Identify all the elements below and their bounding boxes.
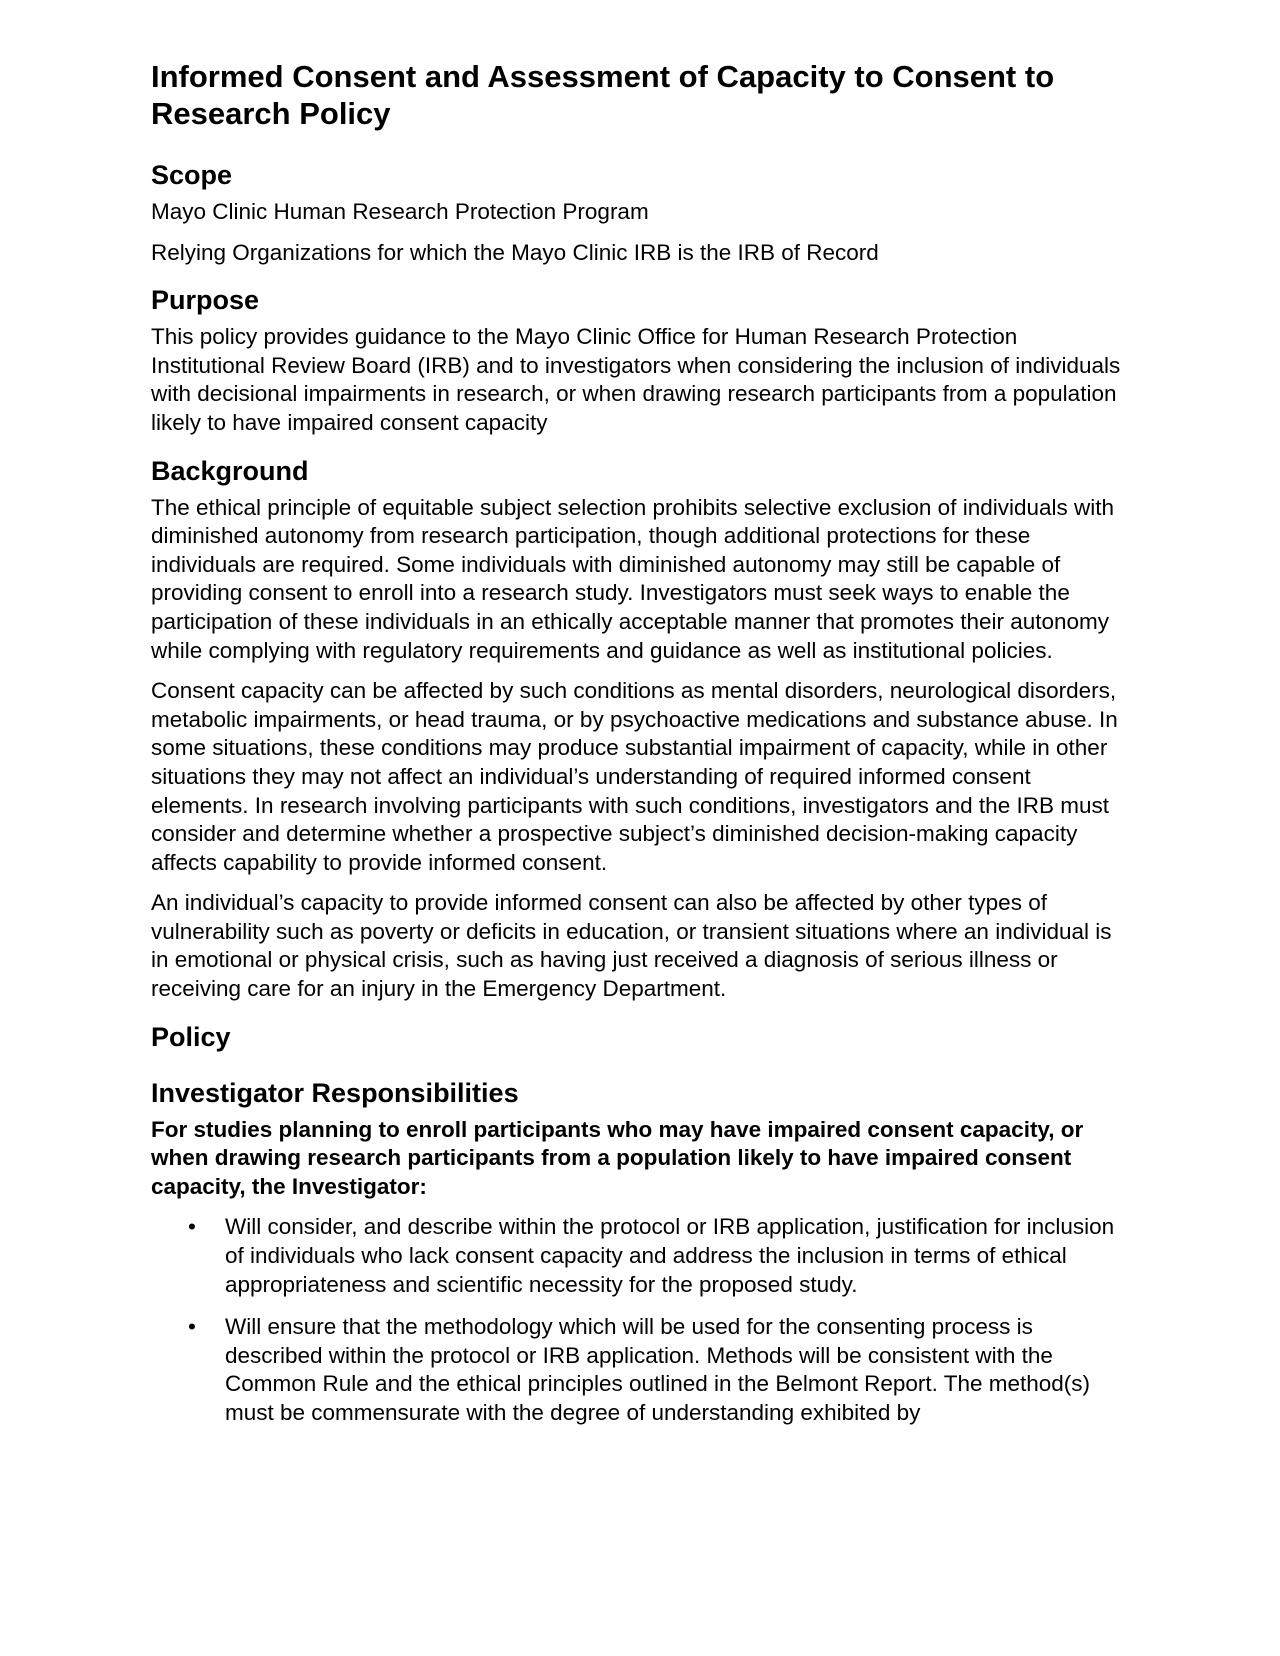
background-section <box>151 456 1131 1004</box>
background-paragraph: Consent capacity can be affected by such conditions as mental disorders, neurological disorders, metabolic impairments, or head trauma, or by psychoactive medications and substance abuse. In some situations, these conditions may produce substantial impairment of capacity, while in other situations they may not affect an individual’s understanding of required informed consent elements. In research involving participants with such conditions, investigators and the IRB must consider and determine whether a prospective subject’s diminished decision-making capacity affects capability to provide informed consent. <box>151 678 1118 875</box>
document-page <box>151 58 1131 1446</box>
document-title: Informed Consent and Assessment of Capacity to Consent to Research Policy <box>151 59 1055 131</box>
scope-section <box>151 160 1131 267</box>
investigator-responsibilities-heading: Investigator Responsibilities <box>151 1077 519 1108</box>
bullet-icon: • <box>188 1314 196 1340</box>
scope-line: Relying Organizations for which the Mayo Clinic IRB is the IRB of Record <box>151 239 879 265</box>
purpose-section <box>151 285 1131 437</box>
background-paragraph: The ethical principle of equitable subject selection prohibits selective exclusion of individuals with diminished autonomy from research participation, though additional protections for these individuals are required. Some individuals with diminished autonomy may still be capable of providing consent to enroll into a research study. Investigators must seek ways to enable the participation of these individuals in an ethically acceptable manner that promotes their autonomy while complying with regulatory requirements and guidance as well as institutional policies. <box>151 494 1115 663</box>
background-heading: Background <box>151 455 309 486</box>
scope-heading: Scope <box>151 160 233 190</box>
list-item-text: Will ensure that the methodology which will be used for the consenting process is described within the protocol or IRB application. Methods will be consistent with the Common Rule and the ethical principles outlined in the Belmont Report. The method(s) must be commensurate with the degree of understanding exhibited by <box>225 1314 1091 1425</box>
responsibilities-list <box>151 1213 1131 1427</box>
purpose-heading: Purpose <box>151 285 260 316</box>
policy-intro: For studies planning to enroll participants who may have impaired consent capacity, or when drawing research participants from a population likely to have impaired consent capacity, the Investigator: <box>151 1116 1084 1199</box>
list-item <box>151 1313 1131 1427</box>
scope-line: Mayo Clinic Human Research Protection Program <box>151 199 649 224</box>
policy-heading: Policy <box>151 1021 231 1052</box>
list-item <box>151 1213 1131 1299</box>
list-item-text: Will consider, and describe within the protocol or IRB application, justification for inclusion of individuals who lack consent capacity and address the inclusion in terms of ethical appropriateness and scientific necessity for the proposed study. <box>225 1214 1115 1297</box>
background-paragraph: An individual’s capacity to provide informed consent can also be affected by other types of vulnerability such as poverty or deficits in education, or transient situations where an individual is in emotional or physical crisis, such as having just received a diagnosis of serious illness or receiving care for an injury in the Emergency Department. <box>151 890 1112 1002</box>
policy-section <box>151 1022 1131 1428</box>
bullet-icon: • <box>188 1214 196 1240</box>
purpose-paragraph: This policy provides guidance to the Mayo Clinic Office for Human Research Protection Institutional Review Board (IRB) and to investigators when considering the inclusion of individuals with decisional impairments in research, or when drawing research participants from a population likely to have impaired consent capacity <box>151 324 1121 435</box>
